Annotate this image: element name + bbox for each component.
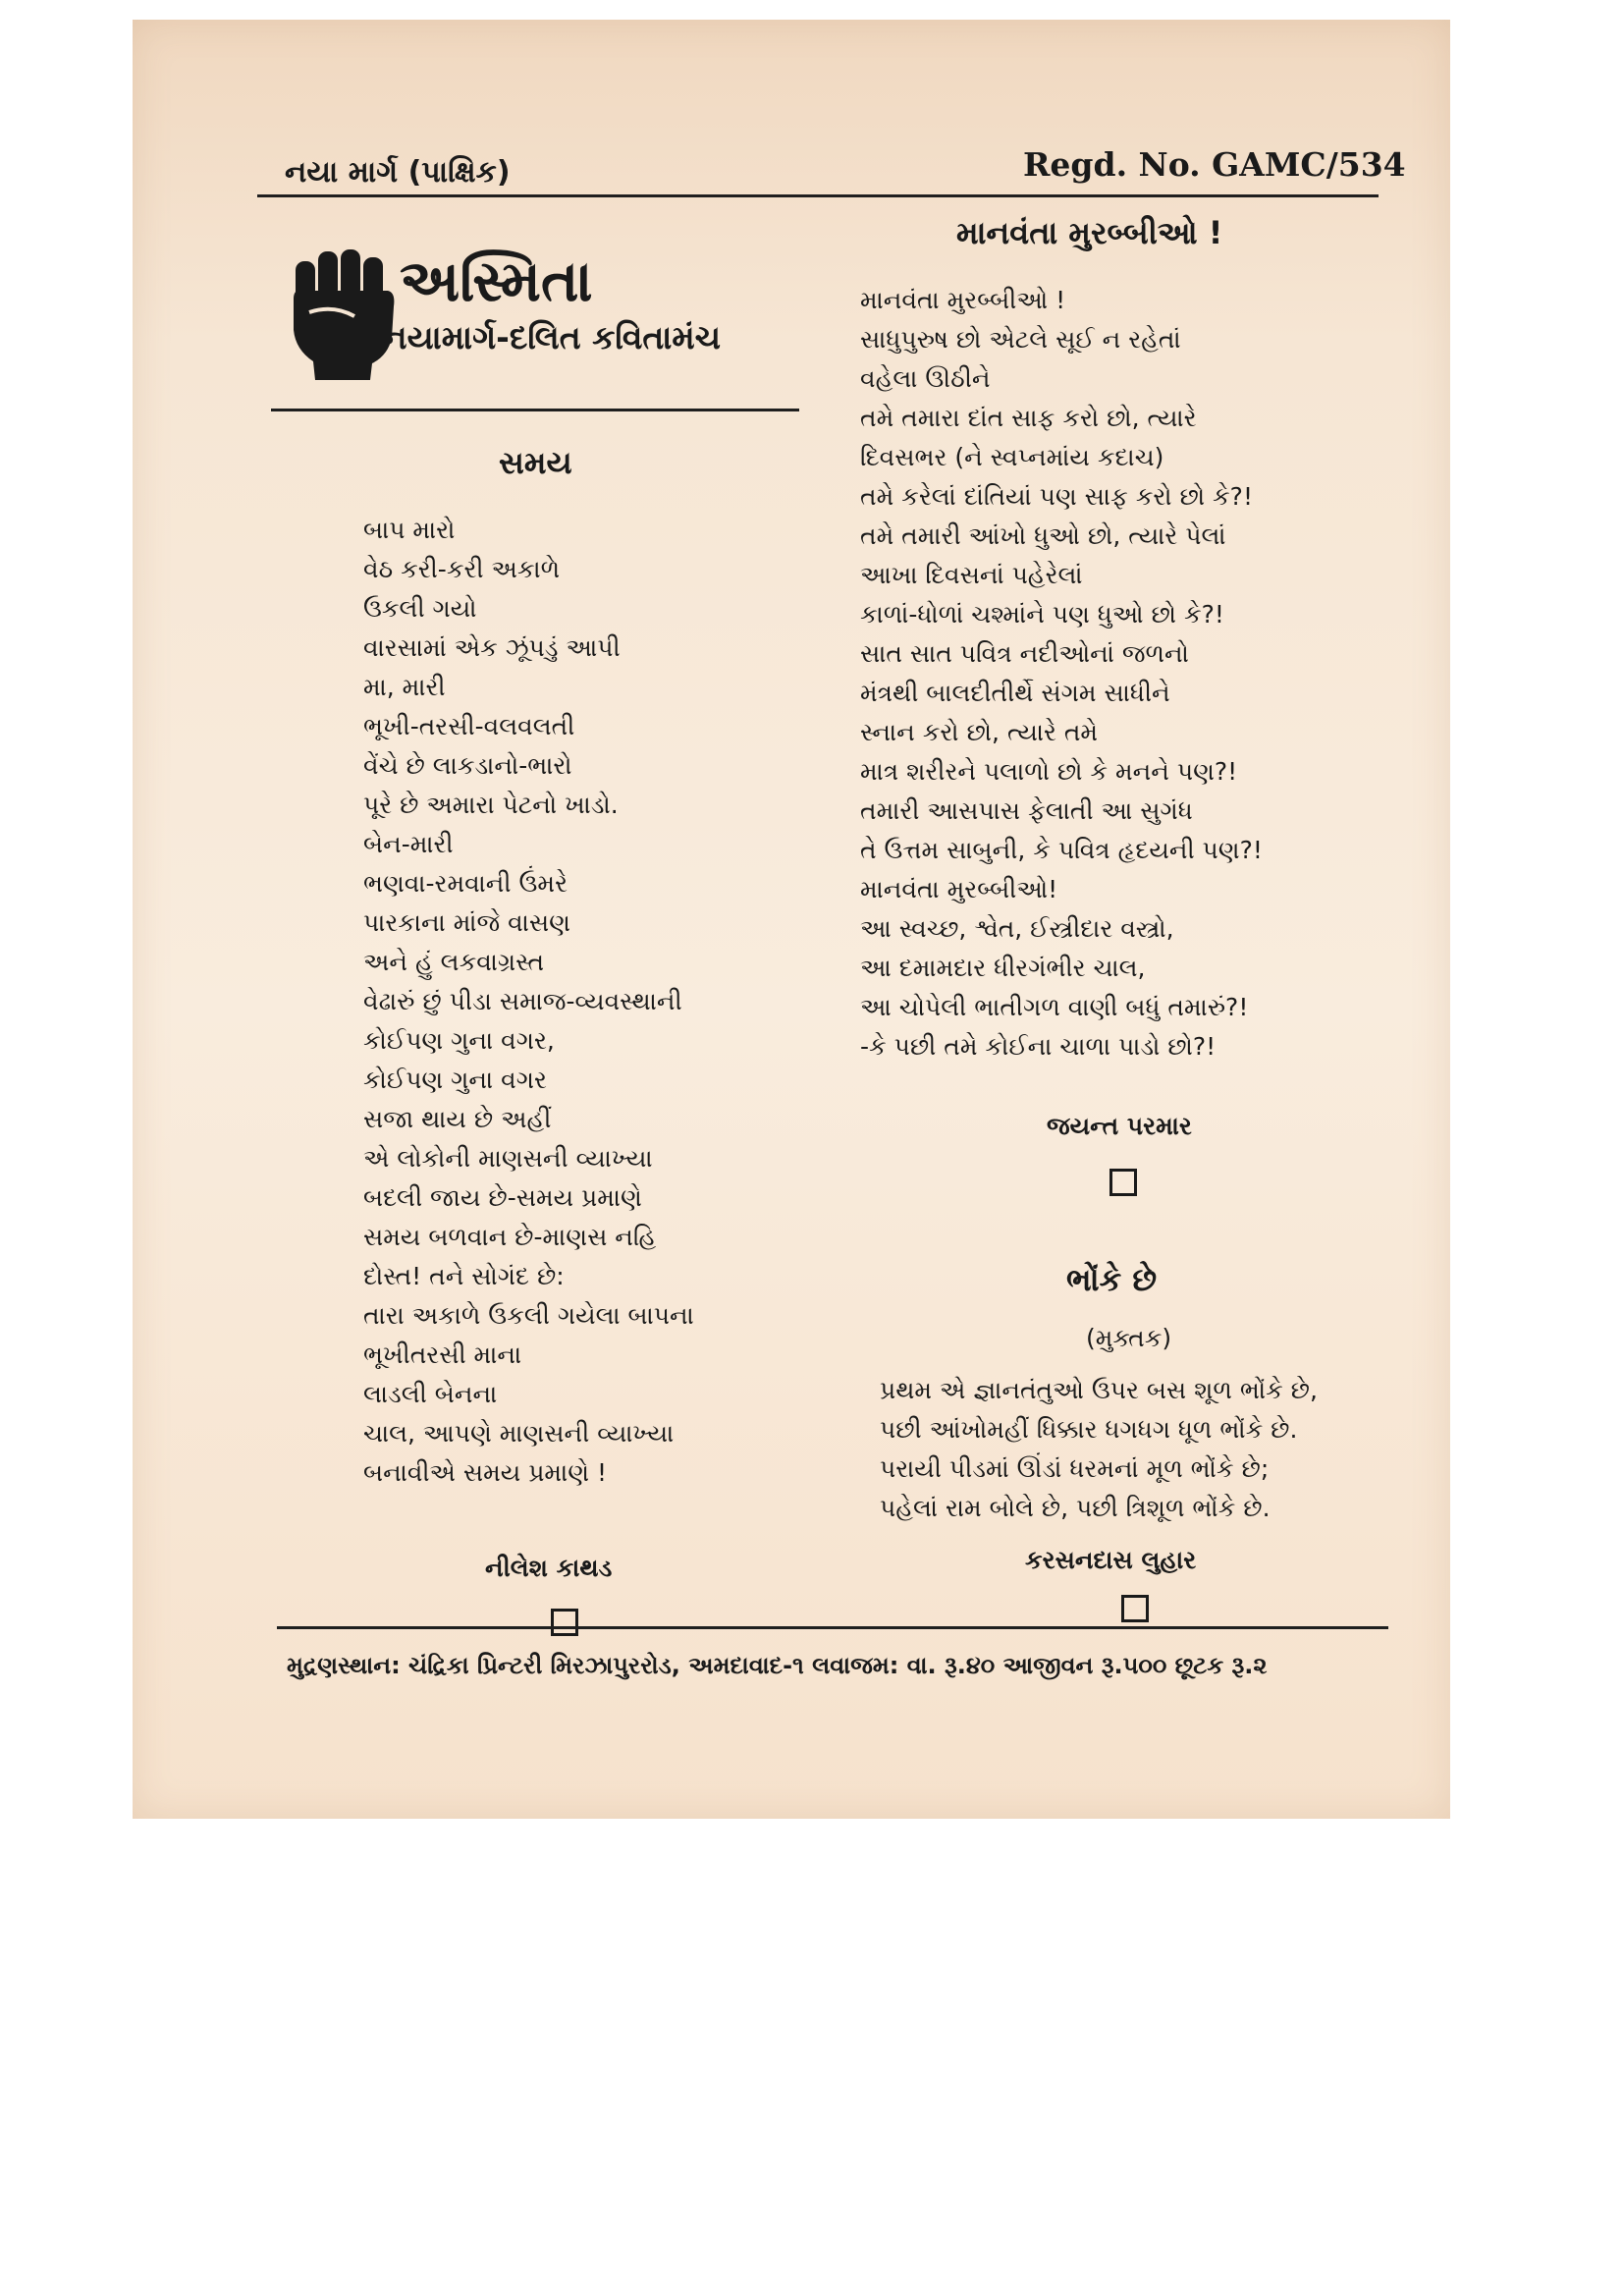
poem-line: બાપ મારો xyxy=(363,516,456,544)
poem-line: તમે કરેલાં દાંતિયાં પણ સાફ કરો છો કે?! xyxy=(860,482,1253,511)
logo-rule xyxy=(271,409,799,411)
poem-subtitle: (મુક્તક) xyxy=(1086,1324,1172,1352)
poem-line: ભણવા-રમવાની ઉંમરે xyxy=(363,869,568,898)
poem-title-manvanta: માનવંતા મુરબ્બીઓ ! xyxy=(956,214,1223,251)
poem-line: પછી આંખોમહીં ધિક્કાર ધગધગ ધૂળ ભોંકે છે. xyxy=(880,1415,1298,1444)
poem-line: વેઢારું છું પીડા સમાજ-વ્યવસ્થાની xyxy=(363,987,682,1015)
section-end-box xyxy=(1121,1595,1149,1622)
poem-line: કોઈપણ ગુના વગર, xyxy=(363,1026,555,1055)
logo-subtitle: નયામાર્ગ-દલિત કવિતામંચ xyxy=(383,318,722,356)
asmita-logo xyxy=(290,247,810,385)
poem-bhonke-lines xyxy=(880,1371,1318,1528)
logo-title: અસ્મિતા xyxy=(400,247,593,314)
poem-line: પરાયી પીડમાં ઊંડાં ધરમનાં મૂળ ભોંકે છે; xyxy=(880,1454,1270,1483)
poem-line: આ દમામદાર ધીરગંભીર ચાલ, xyxy=(860,954,1146,982)
poem-line: માનવંતા મુરબ્બીઓ! xyxy=(860,875,1058,903)
printer-imprint: મુદ્રણસ્થાન: ચંદ્રિકા પ્રિન્ટરી મિરઝાપુરરોડ, અમદાવાદ-૧ લવાજમ: વા. રૂ.૪૦ આજીવન રૂ.૫૦૦ છૂટક રૂ.૨ xyxy=(287,1652,1268,1679)
masthead-title: નયા માર્ગ (પાક્ષિક) xyxy=(285,155,511,190)
footer-rule xyxy=(277,1626,1388,1629)
poem-line: પૂરે છે અમારા પેટનો ખાડો. xyxy=(363,791,619,819)
poem-line: વેઠ કરી-કરી અકાળે xyxy=(363,555,561,583)
poem-samay-lines xyxy=(363,511,694,1493)
poem-line: વેંચે છે લાકડાનો-ભારો xyxy=(363,751,572,780)
poem-line: પારકાના માંજે વાસણ xyxy=(363,908,570,937)
poem-line: ભૂખી-તરસી-વલવલતી xyxy=(363,712,575,740)
poem-line: સાધુપુરુષ છો એટલે સૂઈ ન રહેતાં xyxy=(860,325,1181,354)
poem-line: તમે તમારા દાંત સાફ કરો છો, ત્યારે xyxy=(860,404,1197,432)
section-end-box xyxy=(1109,1169,1137,1196)
poem-author: નીલેશ કાથડ xyxy=(485,1554,613,1582)
poem-line: બનાવીએ સમય પ્રમાણે ! xyxy=(363,1458,607,1487)
poem-line: કાળાં-ધોળાં ચશ્માંને પણ ધુઓ છો કે?! xyxy=(860,600,1224,629)
poem-line: તમે તમારી આંખો ધુઓ છો, ત્યારે પેલાં xyxy=(860,521,1226,550)
poem-line: સમય બળવાન છે-માણસ નહિ xyxy=(363,1223,657,1251)
raised-fist-icon xyxy=(290,247,398,380)
poem-line: ઉકલી ગયો xyxy=(363,594,477,623)
poem-line: મા, મારી xyxy=(363,673,446,701)
poem-line: તારા અકાળે ઉકલી ગયેલા બાપના xyxy=(363,1301,694,1330)
poem-line: સ્નાન કરો છો, ત્યારે તમે xyxy=(860,718,1099,746)
poem-line: તમારી આસપાસ ફેલાતી આ સુગંધ xyxy=(860,796,1193,825)
poem-line: આખા દિવસનાં પહેરેલાં xyxy=(860,561,1083,589)
poem-line: આ સ્વચ્છ, શ્વેત, ઈસ્ત્રીદાર વસ્ત્રો, xyxy=(860,914,1174,943)
poem-line: વારસામાં એક ઝૂંપડું આપી xyxy=(363,633,621,662)
poem-line: ચાલ, આપણે માણસની વ્યાખ્યા xyxy=(363,1419,675,1448)
poem-line: લાડલી બેનના xyxy=(363,1380,498,1408)
poem-line: પ્રથમ એ જ્ઞાનતંતુઓ ઉપર બસ શૂળ ભોંકે છે, xyxy=(880,1376,1318,1404)
poem-manvanta-lines xyxy=(860,281,1263,1066)
poem-line: અને હું લકવાગ્રસ્ત xyxy=(363,948,545,976)
poem-line: આ ચોપેલી ભાતીગળ વાણી બધું તમારું?! xyxy=(860,993,1249,1021)
poem-line: -કે પછી તમે કોઈના ચાળા પાડો છો?! xyxy=(860,1032,1217,1061)
poem-line: દોસ્ત! તને સોગંદ છે: xyxy=(363,1262,565,1290)
poem-line: સાત સાત પવિત્ર નદીઓનાં જળનો xyxy=(860,639,1189,668)
poem-line: સજા થાય છે અહીં xyxy=(363,1105,552,1133)
poem-line: બદલી જાય છે-સમય પ્રમાણે xyxy=(363,1183,642,1212)
poem-line: વહેલા ઊઠીને xyxy=(860,364,991,393)
poem-title-bhonke-chhe: ભોંકે છે xyxy=(1066,1261,1158,1298)
poem-line: એ લોકોની માણસની વ્યાખ્યા xyxy=(363,1144,653,1173)
poem-line: તે ઉત્તમ સાબુની, કે પવિત્ર હૃદયની પણ?! xyxy=(860,836,1263,864)
poem-line: માનવંતા મુરબ્બીઓ ! xyxy=(860,286,1066,314)
poem-line: પહેલાં રામ બોલે છે, પછી ત્રિશૂળ ભોંકે છે. xyxy=(880,1494,1271,1522)
poem-line: ભૂખીતરસી માના xyxy=(363,1340,522,1369)
poem-line: માત્ર શરીરને પલાળો છો કે મનને પણ?! xyxy=(860,757,1238,786)
poem-author: જયન્ત પરમાર xyxy=(1047,1112,1192,1140)
poem-line: દિવસભર (ને સ્વપ્નમાંય કદાચ) xyxy=(860,443,1164,471)
poem-title-samay: સમય xyxy=(499,444,572,481)
poem-line: મંત્રથી બાલદીતીર્થે સંગમ સાધીને xyxy=(860,679,1170,707)
registration-number: Regd. No. GAMC/534 xyxy=(1023,145,1406,184)
poem-line: બેન-મારી xyxy=(363,830,454,858)
section-end-box xyxy=(551,1609,578,1636)
poem-line: કોઈપણ ગુના વગર xyxy=(363,1066,547,1094)
poem-author: કરસનદાસ લુહાર xyxy=(1025,1546,1197,1574)
header-rule xyxy=(257,194,1379,197)
